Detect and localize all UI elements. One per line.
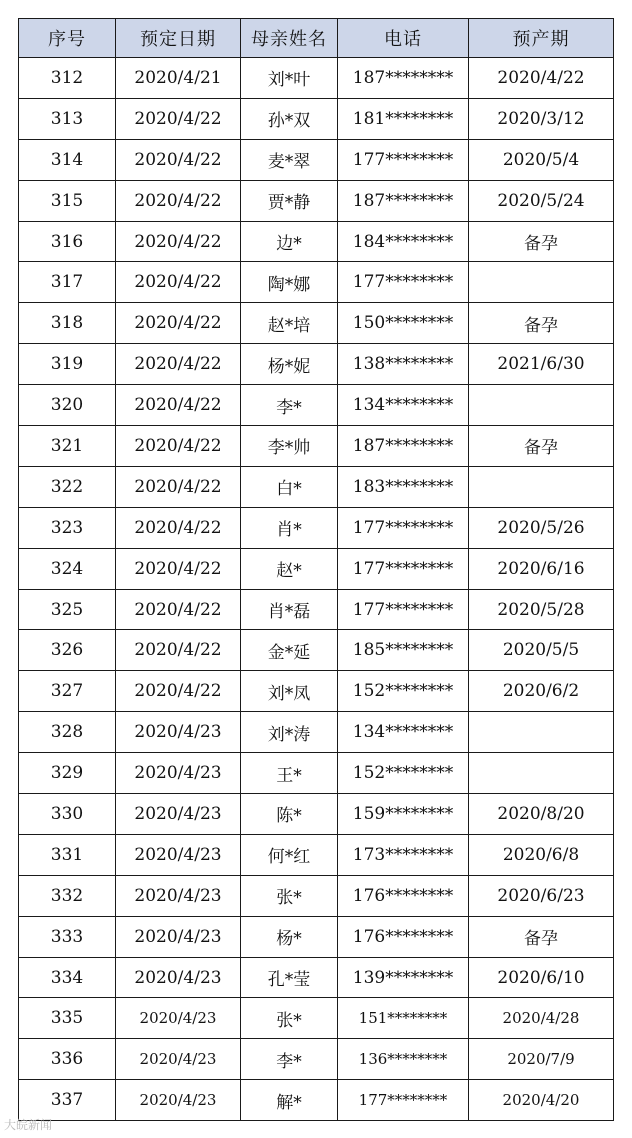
booking-date-cell: 2020/4/23 [116,1080,241,1121]
phone-cell: 177******** [338,139,469,180]
due-date-cell [469,262,614,303]
booking-date-cell: 2020/4/22 [116,180,241,221]
header-phone: 电话 [338,19,469,58]
table-row [19,957,614,998]
serial-number-cell: 314 [19,139,116,180]
phone-cell: 185******** [338,630,469,671]
serial-number-cell: 313 [19,98,116,139]
serial-number-cell: 316 [19,221,116,262]
mother-name-cell: 解* [241,1080,338,1121]
table-row [19,671,614,712]
mother-name-cell: 杨* [241,916,338,957]
mother-name-cell: 李*帅 [241,426,338,467]
table-row [19,466,614,507]
phone-cell: 173******** [338,834,469,875]
booking-date-cell: 2020/4/23 [116,957,241,998]
table-row [19,139,614,180]
phone-cell: 187******** [338,426,469,467]
header-due-date: 预产期 [469,19,614,58]
booking-date-cell: 2020/4/23 [116,794,241,835]
mother-name-cell: 李* [241,1039,338,1080]
serial-number-cell: 322 [19,466,116,507]
booking-date-cell: 2020/4/23 [116,916,241,957]
mother-name-cell: 孔*莹 [241,957,338,998]
due-date-cell: 2020/5/4 [469,139,614,180]
mother-name-cell: 刘*涛 [241,712,338,753]
booking-date-cell: 2020/4/23 [116,712,241,753]
phone-cell: 134******** [338,385,469,426]
serial-number-cell: 331 [19,834,116,875]
serial-number-cell: 323 [19,507,116,548]
table-row [19,834,614,875]
phone-cell: 139******** [338,957,469,998]
mother-name-cell: 贾*静 [241,180,338,221]
serial-number-cell: 327 [19,671,116,712]
mother-name-cell: 何*红 [241,834,338,875]
due-date-cell: 备孕 [469,916,614,957]
serial-number-cell: 336 [19,1039,116,1080]
serial-number-cell: 328 [19,712,116,753]
header-mother-name: 母亲姓名 [241,19,338,58]
phone-cell: 152******** [338,671,469,712]
table-row [19,385,614,426]
booking-date-cell: 2020/4/23 [116,998,241,1039]
booking-date-cell: 2020/4/23 [116,1039,241,1080]
phone-cell: 177******** [338,262,469,303]
serial-number-cell: 337 [19,1080,116,1121]
mother-name-cell: 张* [241,875,338,916]
header-row [19,19,614,58]
due-date-cell: 2020/4/20 [469,1080,614,1121]
due-date-cell [469,753,614,794]
phone-cell: 183******** [338,466,469,507]
booking-date-cell: 2020/4/22 [116,548,241,589]
serial-number-cell: 332 [19,875,116,916]
serial-number-cell: 317 [19,262,116,303]
due-date-cell: 2020/7/9 [469,1039,614,1080]
phone-cell: 134******** [338,712,469,753]
table-body [19,58,614,1121]
booking-date-cell: 2020/4/22 [116,262,241,303]
due-date-cell: 2020/5/5 [469,630,614,671]
due-date-cell: 2020/6/16 [469,548,614,589]
due-date-cell: 备孕 [469,221,614,262]
phone-cell: 176******** [338,875,469,916]
booking-date-cell: 2020/4/23 [116,834,241,875]
serial-number-cell: 330 [19,794,116,835]
mother-name-cell: 杨*妮 [241,344,338,385]
serial-number-cell: 319 [19,344,116,385]
serial-number-cell: 326 [19,630,116,671]
table-row [19,589,614,630]
due-date-cell [469,466,614,507]
serial-number-cell: 324 [19,548,116,589]
table-row [19,998,614,1039]
phone-cell: 177******** [338,1080,469,1121]
table-row [19,98,614,139]
booking-date-cell: 2020/4/22 [116,344,241,385]
header-booking-date: 预定日期 [116,19,241,58]
due-date-cell: 2020/6/8 [469,834,614,875]
due-date-cell: 2020/8/20 [469,794,614,835]
due-date-cell: 2020/5/24 [469,180,614,221]
table-row [19,916,614,957]
booking-date-cell: 2020/4/22 [116,589,241,630]
table-row [19,630,614,671]
booking-date-cell: 2020/4/22 [116,139,241,180]
mother-name-cell: 李* [241,385,338,426]
due-date-cell [469,385,614,426]
mother-name-cell: 赵*培 [241,303,338,344]
serial-number-cell: 325 [19,589,116,630]
phone-cell: 159******** [338,794,469,835]
phone-cell: 136******** [338,1039,469,1080]
phone-cell: 181******** [338,98,469,139]
table-row [19,507,614,548]
mother-name-cell: 张* [241,998,338,1039]
booking-date-cell: 2020/4/23 [116,753,241,794]
due-date-cell: 2020/6/23 [469,875,614,916]
phone-cell: 184******** [338,221,469,262]
table-row [19,180,614,221]
due-date-cell: 2020/5/26 [469,507,614,548]
serial-number-cell: 333 [19,916,116,957]
mother-name-cell: 陶*娜 [241,262,338,303]
booking-date-cell: 2020/4/22 [116,466,241,507]
booking-date-cell: 2020/4/22 [116,385,241,426]
phone-cell: 150******** [338,303,469,344]
table-row [19,344,614,385]
serial-number-cell: 335 [19,998,116,1039]
mother-name-cell: 刘*叶 [241,58,338,99]
phone-cell: 176******** [338,916,469,957]
serial-number-cell: 315 [19,180,116,221]
table-row [19,794,614,835]
due-date-cell: 2021/6/30 [469,344,614,385]
booking-date-cell: 2020/4/23 [116,875,241,916]
mother-name-cell: 白* [241,466,338,507]
phone-cell: 187******** [338,58,469,99]
table-row [19,1039,614,1080]
table-row [19,426,614,467]
mother-name-cell: 肖* [241,507,338,548]
table-row [19,1080,614,1121]
phone-cell: 177******** [338,507,469,548]
serial-number-cell: 334 [19,957,116,998]
watermark-text: 大皖新闻 [4,1118,53,1132]
phone-cell: 177******** [338,589,469,630]
phone-cell: 138******** [338,344,469,385]
table-row [19,262,614,303]
phone-cell: 151******** [338,998,469,1039]
phone-cell: 187******** [338,180,469,221]
phone-cell: 152******** [338,753,469,794]
booking-date-cell: 2020/4/22 [116,671,241,712]
table-row [19,753,614,794]
due-date-cell: 备孕 [469,426,614,467]
serial-number-cell: 329 [19,753,116,794]
booking-date-cell: 2020/4/22 [116,507,241,548]
header-serial-number: 序号 [19,19,116,58]
serial-number-cell: 320 [19,385,116,426]
booking-date-cell: 2020/4/22 [116,630,241,671]
mother-name-cell: 孙*双 [241,98,338,139]
mother-name-cell: 赵* [241,548,338,589]
due-date-cell [469,712,614,753]
booking-date-cell: 2020/4/22 [116,221,241,262]
mother-name-cell: 肖*磊 [241,589,338,630]
mother-name-cell: 金*延 [241,630,338,671]
table-row [19,221,614,262]
booking-date-cell: 2020/4/22 [116,426,241,467]
booking-table [18,18,614,1121]
serial-number-cell: 312 [19,58,116,99]
due-date-cell: 2020/6/10 [469,957,614,998]
phone-cell: 177******** [338,548,469,589]
table-row [19,548,614,589]
due-date-cell: 2020/4/22 [469,58,614,99]
table-row [19,58,614,99]
due-date-cell: 备孕 [469,303,614,344]
due-date-cell: 2020/6/2 [469,671,614,712]
mother-name-cell: 边* [241,221,338,262]
serial-number-cell: 321 [19,426,116,467]
mother-name-cell: 陈* [241,794,338,835]
mother-name-cell: 王* [241,753,338,794]
table-row [19,712,614,753]
serial-number-cell: 318 [19,303,116,344]
table-row [19,303,614,344]
booking-date-cell: 2020/4/22 [116,98,241,139]
booking-date-cell: 2020/4/22 [116,303,241,344]
due-date-cell: 2020/3/12 [469,98,614,139]
mother-name-cell: 刘*凤 [241,671,338,712]
due-date-cell: 2020/5/28 [469,589,614,630]
mother-name-cell: 麦*翠 [241,139,338,180]
due-date-cell: 2020/4/28 [469,998,614,1039]
booking-date-cell: 2020/4/21 [116,58,241,99]
table-row [19,875,614,916]
